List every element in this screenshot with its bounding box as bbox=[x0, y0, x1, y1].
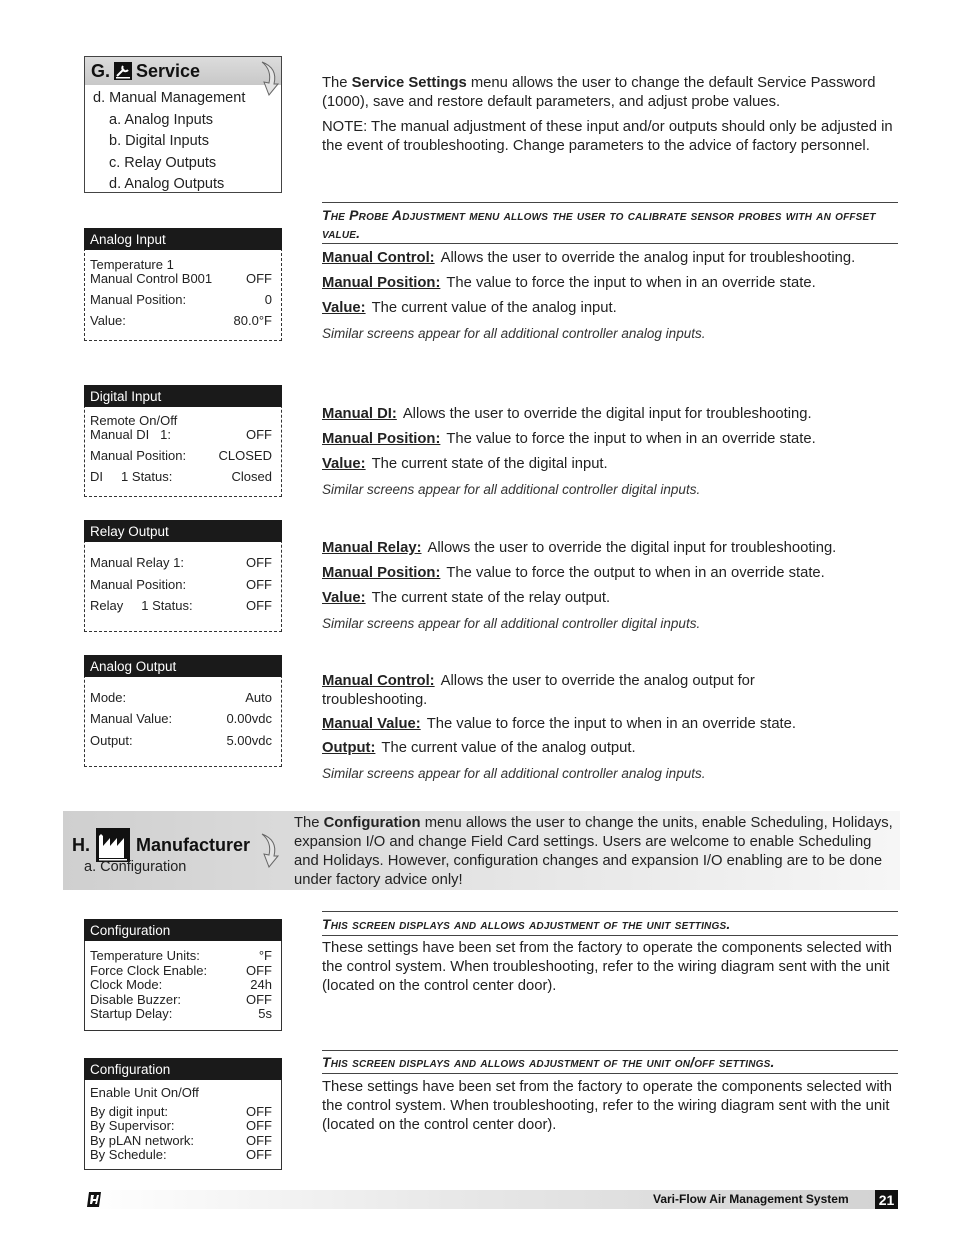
wrench-icon bbox=[114, 62, 132, 80]
row-label: Output: bbox=[90, 733, 133, 748]
def-text: Allows the user to override the analog output for troubleshooting. bbox=[322, 673, 755, 708]
row-value: OFF bbox=[246, 1103, 272, 1119]
def-term: Value: bbox=[322, 590, 366, 606]
def-text: The value to force the input to when in an override state. bbox=[426, 716, 797, 732]
analog-output-screen bbox=[84, 655, 282, 767]
row-label: Manual DI 1: bbox=[90, 427, 171, 442]
relay-output-note: Similar screens appear for all additional controller digital inputs. bbox=[322, 616, 701, 631]
row-value: 0.00vdc bbox=[226, 711, 272, 726]
def-term: Manual Relay: bbox=[322, 540, 422, 556]
service-menu-title: Service bbox=[136, 60, 201, 81]
def-text: Allows the user to override the digital input for troubleshooting. bbox=[427, 540, 837, 556]
row-value: 0 bbox=[264, 292, 272, 307]
analog-output-row bbox=[90, 734, 272, 748]
row-label: Force Clock Enable: bbox=[90, 962, 208, 978]
row-label: By pLAN network: bbox=[90, 1132, 195, 1148]
def-text: The value to force the input to when in an override state. bbox=[446, 275, 816, 291]
divider bbox=[322, 202, 898, 203]
service-description bbox=[322, 74, 900, 162]
relay-output-row bbox=[90, 599, 272, 613]
config1-heading-block bbox=[322, 915, 900, 933]
unit-settings-heading: This screen displays and allows adjustment of the unit settings. bbox=[322, 916, 731, 932]
def-text: The current state of the relay output. bbox=[371, 590, 611, 606]
row-label: Manual Control B001 bbox=[90, 271, 213, 286]
digital-input-definitions bbox=[322, 403, 900, 501]
analog-input-row bbox=[90, 314, 272, 328]
manufacturer-word: Manufacturer bbox=[136, 834, 251, 855]
probe-adjustment-heading: The Probe Adjustment menu allows the user to calibrate sensor probes with an offset value. bbox=[322, 207, 876, 241]
config-row bbox=[90, 993, 272, 1008]
row-value: 24h bbox=[250, 977, 272, 992]
row-label: Value: bbox=[90, 313, 126, 328]
configuration-header: Configuration bbox=[84, 919, 282, 941]
row-value: CLOSED bbox=[218, 448, 272, 463]
digital-input-name: Remote On/Off bbox=[90, 413, 178, 428]
analog-input-text bbox=[322, 206, 900, 242]
def-term: Manual Position: bbox=[322, 565, 441, 581]
row-label: DI 1 Status: bbox=[90, 469, 173, 484]
row-value: OFF bbox=[246, 555, 272, 570]
manufacturer-title bbox=[72, 828, 250, 862]
def-term: Value: bbox=[322, 300, 366, 316]
def-term: Manual Control: bbox=[322, 250, 435, 266]
analog-output-definitions bbox=[322, 672, 900, 783]
analog-input-header: Analog Input bbox=[84, 228, 282, 250]
analog-input-definitions bbox=[322, 247, 900, 345]
row-label: Startup Delay: bbox=[90, 1006, 173, 1021]
analog-output-header: Analog Output bbox=[84, 655, 282, 677]
configuration-header: Configuration bbox=[84, 1058, 282, 1080]
page-number: 21 bbox=[875, 1190, 898, 1209]
config-row bbox=[90, 964, 272, 979]
digital-input-header: Digital Input bbox=[84, 385, 282, 407]
row-label: Manual Position: bbox=[90, 292, 187, 307]
row-value: 5.00vdc bbox=[226, 733, 272, 748]
row-value: OFF bbox=[246, 427, 272, 442]
unit-onoff-heading: This screen displays and allows adjustment of the unit on/off settings. bbox=[322, 1054, 775, 1070]
row-value: OFF bbox=[246, 1132, 272, 1148]
manufacturer-configuration-item: a. Configuration bbox=[84, 859, 187, 875]
config-row bbox=[90, 1148, 272, 1163]
manufacturer-description bbox=[294, 814, 900, 890]
digital-input-screen bbox=[84, 385, 282, 497]
def-text: The current state of the digital input. bbox=[371, 456, 608, 472]
def-term: Manual Position: bbox=[322, 431, 441, 447]
def-term: Output: bbox=[322, 740, 376, 756]
enable-unit-label: Enable Unit On/Off bbox=[90, 1085, 199, 1100]
row-value: 5s bbox=[258, 1006, 272, 1021]
relay-output-row bbox=[90, 556, 272, 570]
service-menu-header bbox=[85, 57, 281, 85]
mfr-text-post: menu allows the user to change the units, enable Scheduling, Holidays, expansion I/O and change Field Card settings. Users are welcome to enable Scheduling and Holidays. However, configuration changes and expansion I/O enabling are to be done under factory advice only! bbox=[294, 815, 893, 888]
divider bbox=[322, 243, 898, 244]
def-text: The current value of the analog input. bbox=[371, 300, 617, 316]
row-label: Disable Buzzer: bbox=[90, 991, 182, 1007]
config-row bbox=[90, 1119, 272, 1134]
row-label: Relay 1 Status: bbox=[90, 598, 193, 613]
row-value: Auto bbox=[245, 690, 272, 705]
config-row bbox=[90, 1105, 272, 1120]
analog-input-row bbox=[90, 272, 272, 286]
configuration-screen-units bbox=[84, 919, 282, 1031]
relay-output-definitions bbox=[322, 537, 900, 635]
row-label: By Schedule: bbox=[90, 1147, 167, 1162]
row-value: OFF bbox=[246, 1147, 272, 1162]
analog-input-row bbox=[90, 293, 272, 307]
configuration-screen-onoff bbox=[84, 1058, 282, 1170]
service-settings-term: Service Settings bbox=[351, 75, 467, 91]
row-label: Manual Position: bbox=[90, 448, 187, 463]
analog-input-sensor: Temperature 1 bbox=[90, 257, 174, 272]
def-text: Allows the user to override the digital input for troubleshooting. bbox=[402, 406, 812, 422]
row-label: By digit input: bbox=[90, 1103, 169, 1119]
menu-item-digital-inputs: b. Digital Inputs bbox=[109, 133, 209, 149]
analog-output-row bbox=[90, 712, 272, 726]
divider bbox=[322, 1050, 898, 1051]
divider bbox=[322, 935, 898, 936]
service-text-post: menu allows the user to change the default Service Password (1000), save and restore default parameters, and adjust probe values. bbox=[322, 75, 876, 110]
menu-item-analog-outputs: d. Analog Outputs bbox=[109, 176, 225, 192]
row-value: OFF bbox=[246, 271, 272, 286]
config-row bbox=[90, 949, 272, 964]
manufacturer-letter: H. bbox=[72, 834, 90, 855]
relay-output-row bbox=[90, 578, 272, 592]
config2-text: These settings have been set from the factory to operate the components selected with the control system. When troubleshooting, refer to the wiring diagram sent with the unit (located on the control center door). bbox=[322, 1079, 893, 1133]
digital-input-row bbox=[90, 428, 272, 442]
row-value: OFF bbox=[246, 598, 272, 613]
digital-input-row bbox=[90, 470, 272, 484]
row-label: Manual Relay 1: bbox=[90, 555, 184, 570]
digital-input-note: Similar screens appear for all additional controller digital inputs. bbox=[322, 482, 701, 497]
service-menu-panel bbox=[84, 56, 282, 193]
def-term: Manual Control: bbox=[322, 673, 435, 689]
def-term: Manual Value: bbox=[322, 716, 421, 732]
row-label: Clock Mode: bbox=[90, 977, 163, 992]
divider bbox=[322, 911, 898, 912]
config-row bbox=[90, 1134, 272, 1149]
mfr-text-pre: The bbox=[294, 815, 324, 831]
divider bbox=[322, 1073, 898, 1074]
analog-input-screen bbox=[84, 228, 282, 341]
analog-input-note: Similar screens appear for all additional controller analog inputs. bbox=[322, 326, 706, 341]
brand-logo-icon bbox=[86, 1191, 102, 1208]
config-row bbox=[90, 978, 272, 993]
service-text-pre: The bbox=[322, 75, 352, 91]
configuration-term: Configuration bbox=[323, 815, 421, 831]
config1-text: These settings have been set from the factory to operate the components selected with the control system. When troubleshooting, refer to the wiring diagram sent with the unit (located on the control center door). bbox=[322, 940, 893, 994]
analog-output-note: Similar screens appear for all additional controller analog inputs. bbox=[322, 766, 706, 781]
factory-icon bbox=[96, 828, 130, 862]
row-label: Manual Position: bbox=[90, 577, 187, 592]
def-text: The current value of the analog output. bbox=[381, 740, 636, 756]
def-text: The value to force the input to when in an override state. bbox=[446, 431, 816, 447]
row-value: OFF bbox=[246, 577, 272, 592]
def-term: Manual Position: bbox=[322, 275, 441, 291]
relay-output-screen bbox=[84, 520, 282, 632]
config2-heading-block bbox=[322, 1053, 900, 1071]
curved-arrow-icon bbox=[258, 58, 282, 98]
menu-item-manual-management: d. Manual Management bbox=[93, 90, 246, 106]
footer-title: Vari-Flow Air Management System bbox=[653, 1192, 849, 1206]
analog-output-row bbox=[90, 691, 272, 705]
row-value: OFF bbox=[246, 1118, 272, 1133]
row-label: Mode: bbox=[90, 690, 127, 705]
config-row bbox=[90, 1007, 272, 1022]
def-term: Manual DI: bbox=[322, 406, 397, 422]
row-label: Temperature Units: bbox=[90, 948, 200, 963]
row-value: OFF bbox=[246, 962, 272, 978]
service-note: NOTE: The manual adjustment of these input and/or outputs should only be adjusted in the event of troubleshooting. Change parameters to the advice of factory personnel. bbox=[322, 119, 893, 154]
row-value: Closed bbox=[231, 469, 272, 484]
row-label: Manual Value: bbox=[90, 711, 173, 726]
def-text: The value to force the output to when in an override state. bbox=[446, 565, 825, 581]
def-text: Allows the user to override the analog input for troubleshooting. bbox=[440, 250, 856, 266]
row-label: By Supervisor: bbox=[90, 1118, 175, 1133]
row-value: OFF bbox=[246, 991, 272, 1007]
menu-item-analog-inputs: a. Analog Inputs bbox=[109, 111, 213, 128]
relay-output-header: Relay Output bbox=[84, 520, 282, 542]
row-value: 80.0°F bbox=[233, 313, 272, 328]
curved-arrow-icon bbox=[258, 830, 282, 870]
service-menu-letter: G. bbox=[91, 60, 111, 81]
def-term: Value: bbox=[322, 456, 366, 472]
digital-input-row bbox=[90, 449, 272, 463]
row-value: °F bbox=[258, 948, 272, 963]
menu-item-relay-outputs: c. Relay Outputs bbox=[109, 154, 217, 171]
